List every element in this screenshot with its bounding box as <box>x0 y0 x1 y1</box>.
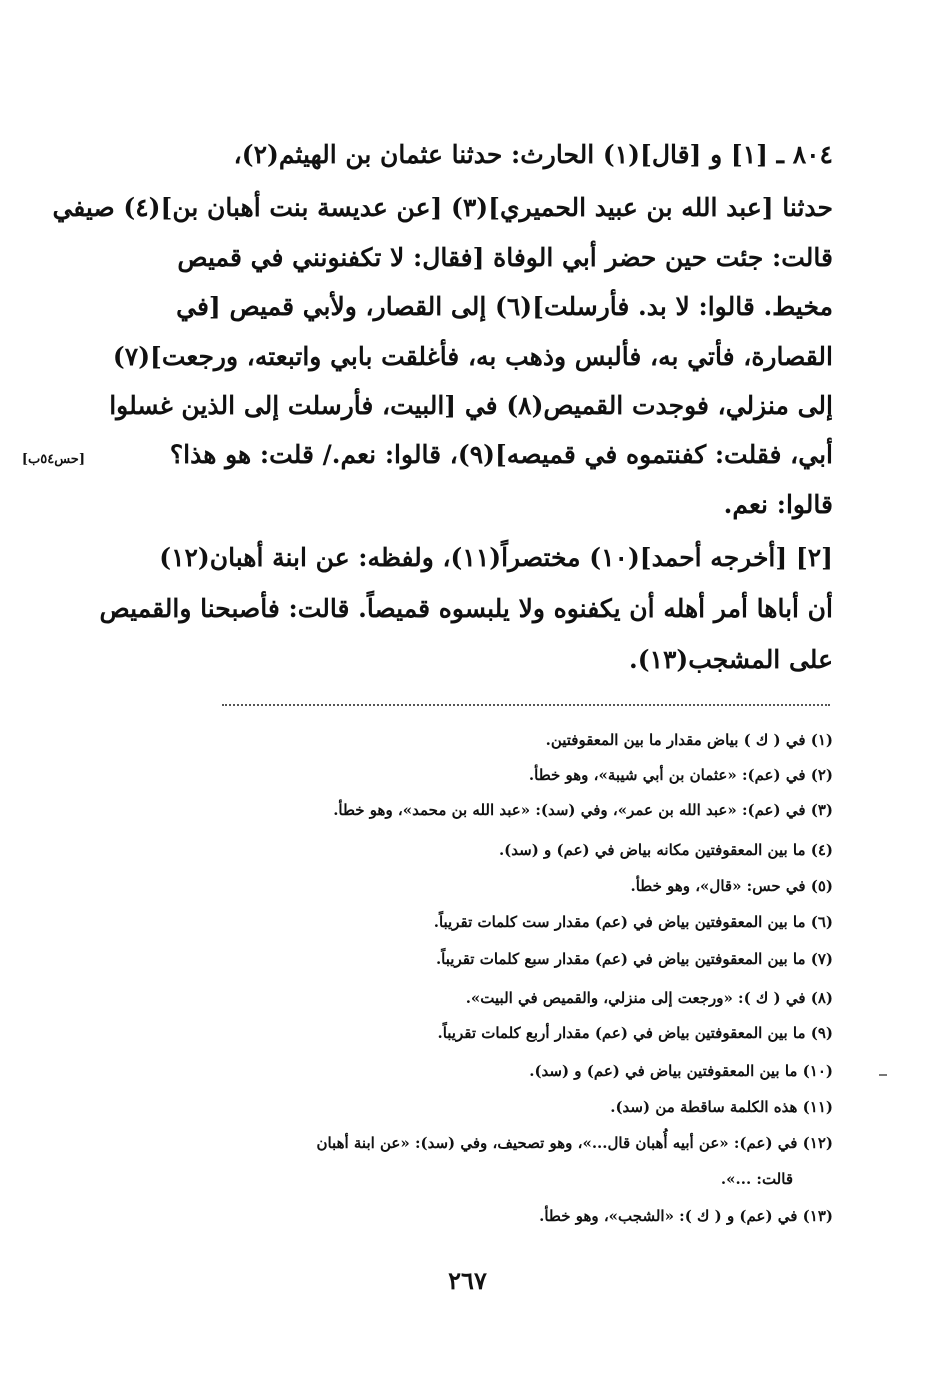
footnote-3: (٣) في (عم): «عبد الله بن عمر»، وفي (سد): «عبد الله بن محمد»، وهو خطأ. <box>333 801 833 819</box>
footnote-12: (١٢) في (عم): «عن أبيه أُهبان قال...»، وهو تصحيف، وفي (سد): «عن ابنة أهبان <box>316 1134 833 1152</box>
footnote-2: (٢) في (عم): «عثمان بن أبي شيبة»، وهو خطأ. <box>528 766 833 784</box>
page-number: ٢٦٧ <box>448 1266 487 1295</box>
footnote-5: (٥) في حس: «قال»، وهو خطأ. <box>630 877 833 895</box>
main-line-3: قالت: جئت حين حضر أبي الوفاة [فقال: لا تكفنونني في قميص <box>177 243 833 272</box>
margin-note: [حس٥٤ب] <box>21 452 85 467</box>
scan-mark <box>879 1074 887 1076</box>
main-line-8: قالوا: نعم. <box>723 490 833 519</box>
footnote-10: (١٠) ما بين المعقوفتين بياض في (عم) و (سد). <box>529 1062 833 1080</box>
main-line-11: على المشجب(١٣). <box>629 645 833 674</box>
main-line-7: أبي، فقلت: كفنتموه في قميصه](٩)، قالوا: نعم./ قلت: هو هذا؟ <box>169 440 833 469</box>
footnote-11: (١١) هذه الكلمة ساقطة من (سد). <box>610 1098 833 1116</box>
main-line-2: حدثنا [عبد الله بن عبيد الحميري](٣) [عن عديسة بنت أهبان بن](٤) صيفي <box>52 193 833 222</box>
footnote-6: (٦) ما بين المعقوفتين بياض في (عم) مقدار ست كلمات تقريباً. <box>433 913 833 931</box>
footnote-9: (٩) ما بين المعقوفتين بياض في (عم) مقدار أربع كلمات تقريباً. <box>437 1024 833 1042</box>
main-line-1: ٨٠٤ ـ [١] و [قال](١) الحارث: حدثنا عثمان بن الهيثم(٢)، <box>233 140 833 169</box>
footnote-12-continued: قالت: ...». <box>720 1170 793 1188</box>
main-line-10: أن أباها أمر أهله أن يكفنوه ولا يلبسوه قميصاً. قالت: فأصبحنا والقميص <box>99 594 833 623</box>
footnote-7: (٧) ما بين المعقوفتين بياض في (عم) مقدار سبع كلمات تقريباً. <box>435 950 833 968</box>
main-line-6: إلى منزلي، فوجدت القميص(٨) في [البيت، فأرسلت إلى الذين غسلوا <box>109 391 833 420</box>
footnote-8: (٨) في ( ك ): «ورجعت إلى منزلي، والقميص في البيت». <box>465 989 833 1007</box>
footnote-separator <box>222 704 830 706</box>
main-line-4: مخيط. قالوا: لا بد. فأرسلت](٦) إلى القصار، ولأبي قميص [في <box>176 292 833 321</box>
main-line-9: [٢] [أخرجه أحمد](١٠) مختصراً(١١)، ولفظه: عن ابنة أهبان(١٢) <box>159 543 833 572</box>
main-line-5: القصارة، فأتي به، فألبس وذهب به، فأغلقت بابي واتبعته، ورجعت](٧) <box>112 342 833 371</box>
footnote-1: (١) في ( ك ) بياض مقدار ما بين المعقوفتين. <box>545 731 833 749</box>
footnote-13: (١٣) في (عم) و ( ك ): «الشجب»، وهو خطأ. <box>539 1207 833 1225</box>
footnote-4: (٤) ما بين المعقوفتين مكانه بياض في (عم) و (سد). <box>498 841 833 859</box>
